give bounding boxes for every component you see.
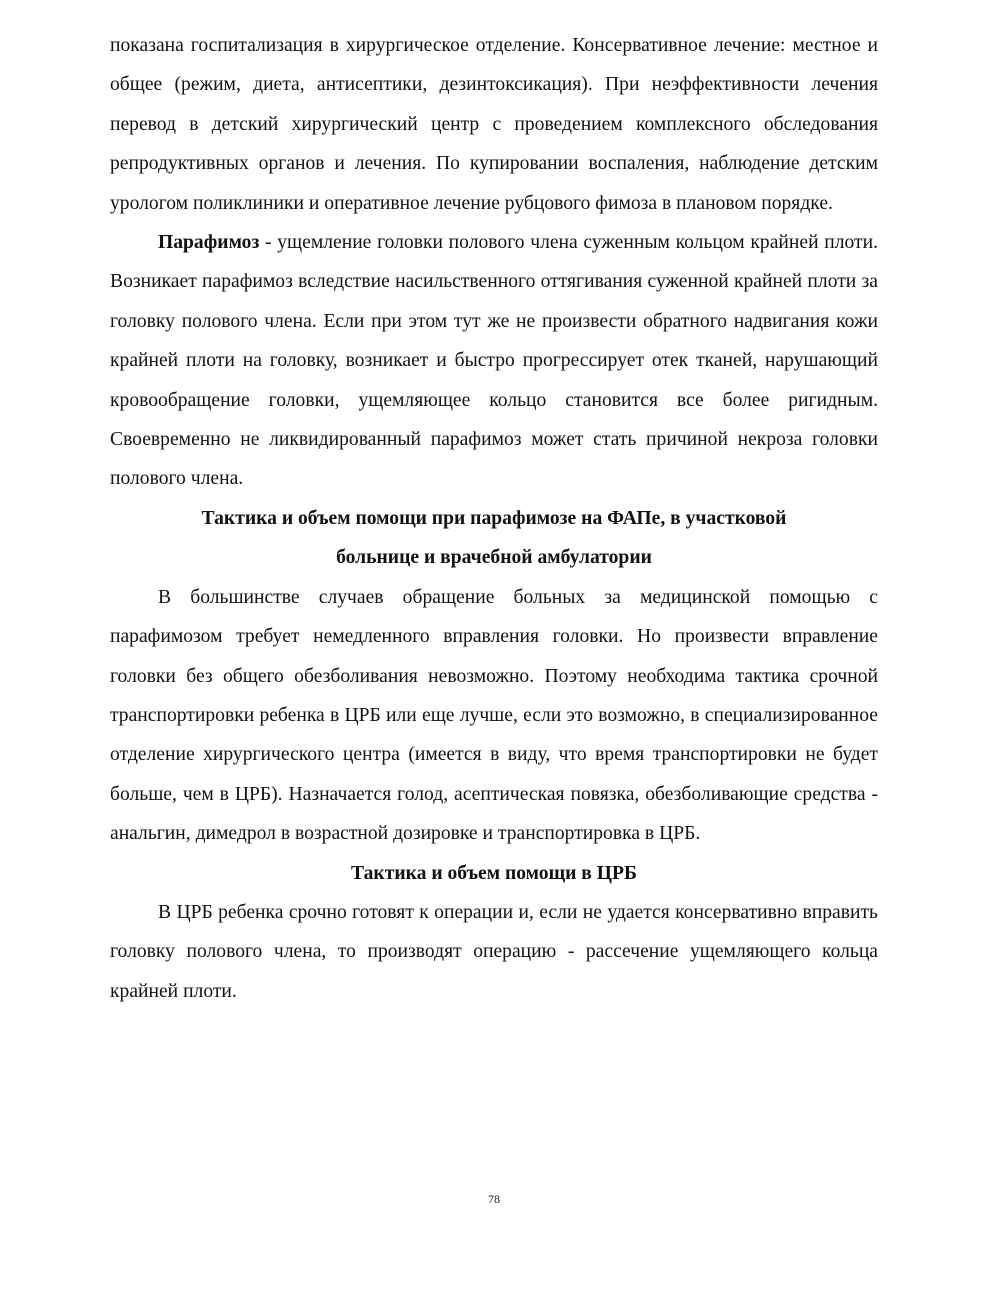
section-heading-fap — [110, 499, 878, 578]
term-paraphimosis: Парафимоз — [158, 232, 260, 254]
section-heading-fap-line-2: больнице и врачебной амбулатории — [336, 547, 652, 569]
paraphimosis-definition: - ущемление головки полового члена суженным кольцом крайней плоти. Возникает парафимоз вследствие насильственного оттягивания суженной крайней плоти за головку полового члена. Если при этом тут же не произвести обратного надвигания кожи крайней плоти на головку, возникает и быстро прогрессирует отек тканей, нарушающий кровообращение головки, ущемляющее кольцо становится все более ригидным. Своевременно не ликвидированный парафимоз может стать причиной некроза головки полового члена. — [110, 232, 878, 490]
paragraph-continuation: показана госпитализация в хирургическое отделение. Консервативное лечение: местное и общее (режим, диета, антисептики, дезинтоксикация). При неэффективности лечения перевод в детский хирургический центр с проведением комплексного обследования репродуктивных органов и лечения. По купировании воспаления, наблюдение детским урологом поликлиники и оперативное лечение рубцового фимоза в плановом порядке. — [110, 35, 878, 214]
paragraph-crb-tactics: В ЦРБ ребенка срочно готовят к операции и, если не удается консервативно вправить головку полового члена, то производят операцию - рассечение ущемляющего кольца крайней плоти. — [110, 901, 878, 1002]
page-body — [110, 26, 878, 1011]
page-number: 78 — [488, 1192, 500, 1206]
paragraph-paraphimosis — [110, 223, 878, 499]
paragraph-fap-tactics: В большинстве случаев обращение больных за медицинской помощью с парафимозом требует немедленного вправления головки. Но произвести вправление головки без общего обезболивания невозможно. Поэтому необходима тактика срочной транспортировки ребенка в ЦРБ или еще лучше, если это возможно, в специализированное отделение хирургического центра (имеется в виду, что время транспортировки не будет больше, чем в ЦРБ). Назначается голод, асептическая повязка, обезболивающие средства - анальгин, димедрол в возрастной дозировке и транспортировка в ЦРБ. — [110, 586, 878, 845]
section-heading-crb: Тактика и объем помощи в ЦРБ — [351, 862, 637, 884]
section-heading-fap-line-1: Тактика и объем помощи при парафимозе на ФАПе, в участковой — [201, 507, 787, 529]
